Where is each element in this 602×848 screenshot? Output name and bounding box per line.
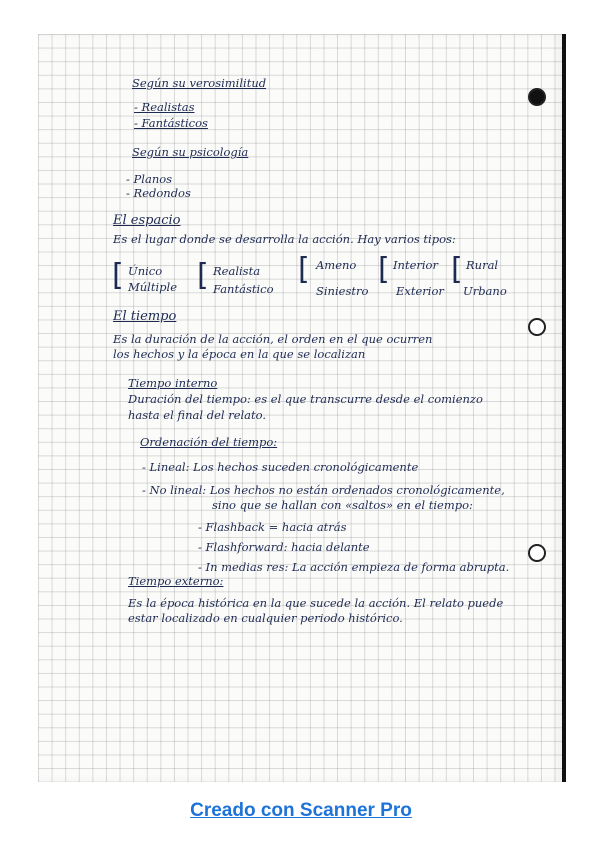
tecnica-flashback: - Flashback = hacia atrás xyxy=(198,520,347,534)
duracion-line-1: Duración del tiempo: es el que transcurre desde el comienzo xyxy=(128,392,483,406)
bracket-icon: [ xyxy=(112,258,124,293)
externo-line-2: estar localizado en cualquier periodo histórico. xyxy=(128,611,403,625)
heading-tiempo-interno: Tiempo interno xyxy=(128,376,218,390)
tipo-multiple: Múltiple xyxy=(128,280,178,294)
tipo-fantastico: Fantástico xyxy=(213,282,274,296)
binder-hole-icon xyxy=(528,544,546,562)
tipo-interior: Interior xyxy=(393,258,438,272)
tecnica-in-medias-res: - In medias res: La acción empieza de forma abrupta. xyxy=(198,560,510,574)
scanner-pro-link[interactable]: Creado con Scanner Pro xyxy=(190,800,412,821)
duracion-line-2: hasta el final del relato. xyxy=(128,408,267,422)
heading-tiempo-externo: Tiempo externo: xyxy=(128,574,224,588)
heading-tiempo: El tiempo xyxy=(113,309,177,324)
binder-hole-icon xyxy=(528,318,546,336)
bracket-icon: [ xyxy=(298,252,310,287)
tipo-exterior: Exterior xyxy=(396,284,444,298)
tiempo-definition-line-1: Es la duración de la acción, el orden en el que ocurren xyxy=(113,332,433,346)
binder-hole-icon xyxy=(528,88,546,106)
scanned-notebook-page xyxy=(38,34,564,782)
heading-verosimilitud: Según su verosimilitud xyxy=(132,76,267,90)
list-item-redondos: - Redondos xyxy=(126,186,191,200)
tipo-unico: Único xyxy=(128,264,163,278)
tecnica-flashforward: - Flashforward: hacia delante xyxy=(198,540,370,554)
list-item-realistas: - Realistas xyxy=(134,100,195,114)
externo-line-1: Es la época histórica en la que sucede la acción. El relato puede xyxy=(128,596,504,610)
bracket-icon: [ xyxy=(451,252,463,287)
heading-ordenacion: Ordenación del tiempo: xyxy=(140,435,278,449)
tipo-urbano: Urbano xyxy=(463,284,507,298)
list-item-planos: - Planos xyxy=(126,172,173,186)
ordenacion-lineal: - Lineal: Los hechos suceden cronológicamente xyxy=(142,460,419,474)
list-item-fantasticos: - Fantásticos xyxy=(134,116,208,130)
bracket-icon: [ xyxy=(378,252,390,287)
tipo-rural: Rural xyxy=(466,258,499,272)
espacio-definition: Es el lugar donde se desarrolla la acción. Hay varios tipos: xyxy=(113,232,456,246)
tipo-ameno: Ameno xyxy=(316,258,357,272)
heading-espacio: El espacio xyxy=(113,213,181,228)
ordenacion-no-lineal-line-1: - No lineal: Los hechos no están ordenados cronológicamente, xyxy=(142,483,505,497)
heading-psicologia: Según su psicología xyxy=(132,145,249,159)
tipo-realista: Realista xyxy=(213,264,261,278)
page-edge-shadow xyxy=(562,34,566,782)
ordenacion-no-lineal-line-2: sino que se hallan con «saltos» en el tiempo: xyxy=(212,498,473,512)
tipo-siniestro: Siniestro xyxy=(316,284,369,298)
tiempo-definition-line-2: los hechos y la época en la que se localizan xyxy=(113,347,366,361)
bracket-icon: [ xyxy=(197,258,209,293)
